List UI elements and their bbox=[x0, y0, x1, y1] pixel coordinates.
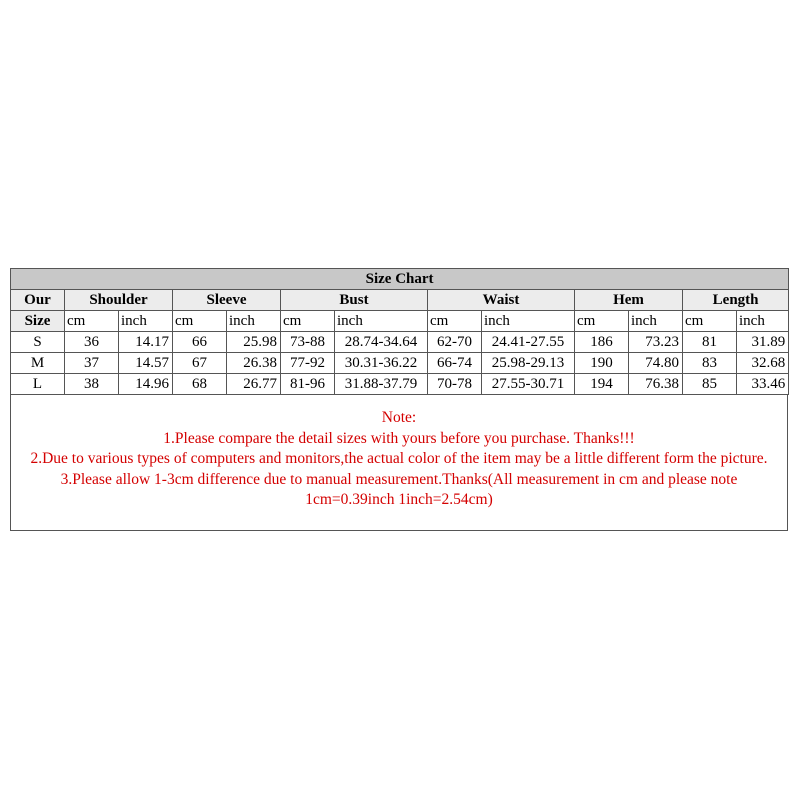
unit-cm: cm bbox=[575, 311, 629, 332]
size-label: L bbox=[11, 374, 65, 395]
table-row bbox=[11, 353, 789, 374]
waist-cm: 62-70 bbox=[428, 332, 482, 353]
bust-inch: 31.88-37.79 bbox=[335, 374, 428, 395]
sleeve-inch: 26.38 bbox=[227, 353, 281, 374]
unit-header-row bbox=[11, 311, 789, 332]
bust-cm: 81-96 bbox=[281, 374, 335, 395]
unit-inch: inch bbox=[335, 311, 428, 332]
shoulder-cm: 37 bbox=[65, 353, 119, 374]
size-label: S bbox=[11, 332, 65, 353]
chart-title: Size Chart bbox=[11, 269, 789, 290]
length-header: Length bbox=[683, 290, 789, 311]
unit-cm: cm bbox=[281, 311, 335, 332]
bust-inch: 28.74-34.64 bbox=[335, 332, 428, 353]
length-cm: 81 bbox=[683, 332, 737, 353]
length-cm: 83 bbox=[683, 353, 737, 374]
length-cm: 85 bbox=[683, 374, 737, 395]
length-inch: 32.68 bbox=[737, 353, 789, 374]
hem-inch: 76.38 bbox=[629, 374, 683, 395]
table-row bbox=[11, 374, 789, 395]
unit-cm: cm bbox=[173, 311, 227, 332]
unit-inch: inch bbox=[227, 311, 281, 332]
waist-inch: 24.41-27.55 bbox=[482, 332, 575, 353]
shoulder-header: Shoulder bbox=[65, 290, 173, 311]
waist-inch: 27.55-30.71 bbox=[482, 374, 575, 395]
size-chart bbox=[10, 268, 788, 531]
note-heading: Note: bbox=[381, 409, 417, 426]
unit-cm: cm bbox=[428, 311, 482, 332]
shoulder-cm: 38 bbox=[65, 374, 119, 395]
hem-inch: 73.23 bbox=[629, 332, 683, 353]
hem-header: Hem bbox=[575, 290, 683, 311]
size-column-header-line2: Size bbox=[11, 311, 65, 332]
measure-header-row bbox=[11, 290, 789, 311]
waist-header: Waist bbox=[428, 290, 575, 311]
sleeve-cm: 66 bbox=[173, 332, 227, 353]
waist-inch: 25.98-29.13 bbox=[482, 353, 575, 374]
notes-box bbox=[10, 395, 788, 531]
sleeve-header: Sleeve bbox=[173, 290, 281, 311]
hem-inch: 74.80 bbox=[629, 353, 683, 374]
waist-cm: 70-78 bbox=[428, 374, 482, 395]
sleeve-inch: 26.77 bbox=[227, 374, 281, 395]
shoulder-cm: 36 bbox=[65, 332, 119, 353]
shoulder-inch: 14.17 bbox=[119, 332, 173, 353]
unit-inch: inch bbox=[737, 311, 789, 332]
length-inch: 31.89 bbox=[737, 332, 789, 353]
hem-cm: 190 bbox=[575, 353, 629, 374]
bust-inch: 30.31-36.22 bbox=[335, 353, 428, 374]
bust-header: Bust bbox=[281, 290, 428, 311]
unit-inch: inch bbox=[629, 311, 683, 332]
table-row bbox=[11, 332, 789, 353]
bust-cm: 77-92 bbox=[281, 353, 335, 374]
size-chart-table bbox=[10, 268, 789, 395]
title-row bbox=[11, 269, 789, 290]
note-line-3: 3.Please allow 1-3cm difference due to manual measurement.Thanks(All measurement in cm and please note 1cm=0.39inch 1inch=2.54cm) bbox=[60, 470, 738, 508]
size-label: M bbox=[11, 353, 65, 374]
sleeve-inch: 25.98 bbox=[227, 332, 281, 353]
waist-cm: 66-74 bbox=[428, 353, 482, 374]
unit-cm: cm bbox=[65, 311, 119, 332]
note-line-2: 2.Due to various types of computers and monitors,the actual color of the item may be a little different form the picture. bbox=[30, 450, 768, 467]
sleeve-cm: 67 bbox=[173, 353, 227, 374]
shoulder-inch: 14.57 bbox=[119, 353, 173, 374]
shoulder-inch: 14.96 bbox=[119, 374, 173, 395]
hem-cm: 194 bbox=[575, 374, 629, 395]
unit-inch: inch bbox=[119, 311, 173, 332]
size-column-header: Our bbox=[11, 290, 65, 311]
note-line-1: 1.Please compare the detail sizes with yours before you purchase. Thanks!!! bbox=[163, 429, 635, 447]
hem-cm: 186 bbox=[575, 332, 629, 353]
sleeve-cm: 68 bbox=[173, 374, 227, 395]
length-inch: 33.46 bbox=[737, 374, 789, 395]
unit-inch: inch bbox=[482, 311, 575, 332]
unit-cm: cm bbox=[683, 311, 737, 332]
bust-cm: 73-88 bbox=[281, 332, 335, 353]
